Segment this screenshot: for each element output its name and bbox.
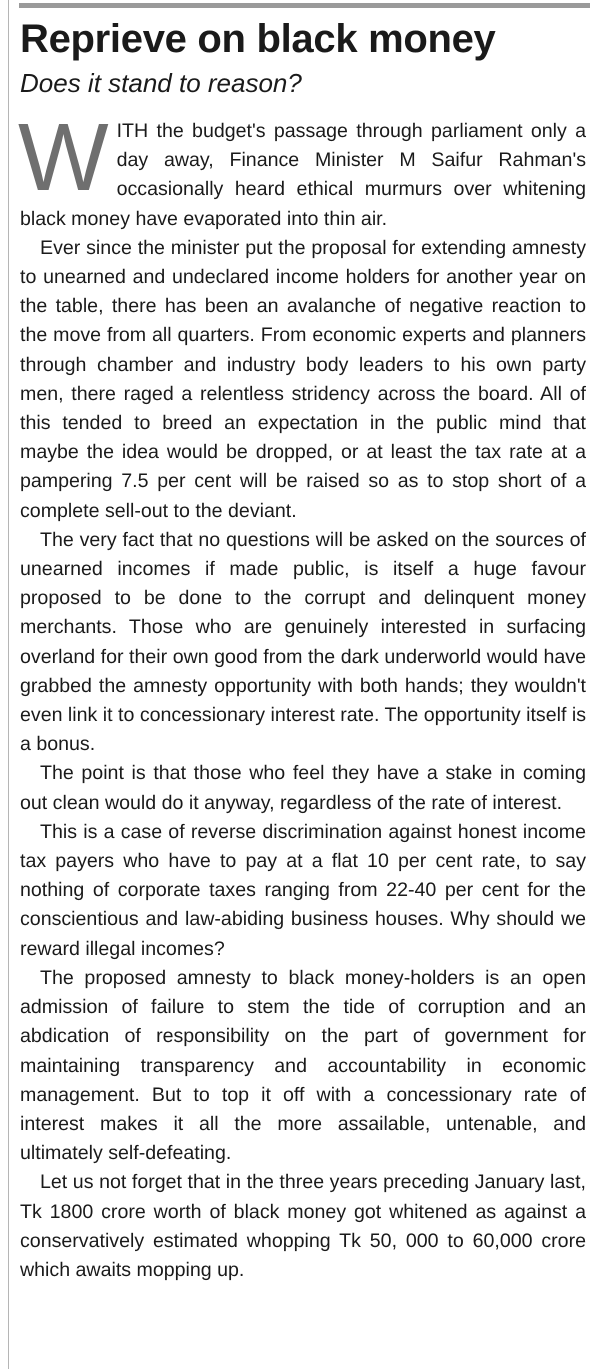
paragraph-2: Ever since the minister put the proposal for extending amnesty to unearned and undeclared income holders for another year on the table, there has been an avalanche of negative reaction to the move from all quarters. From economic experts and planners through chamber and industry body leaders to his own party men, there raged a relentless stridency across the board. All of this tended to breed an expectation in the public mind that maybe the idea would be dropped, or at least the tax rate at a pampering 7.5 per cent will be raised so as to stop short of a complete sell-out to the deviant. bbox=[20, 236, 586, 522]
headline: Reprieve on black money bbox=[20, 17, 496, 61]
paragraph-3: The very fact that no questions will be asked on the sources of unearned incomes if made public, is itself a huge favour proposed to be done to the corrupt and delinquent money merchants. Those who are genuinely interested in surfacing overland for their own good from the dark underworld would have grabbed the amnesty opportunity with both hands; they wouldn't even link it to concessionary interest rate. The opportunity itself is a bonus. bbox=[20, 528, 586, 756]
paragraph-7: Let us not forget that in the three years preceding January last, Tk 1800 crore worth of black money got whitened as against a conservatively estimated whopping Tk 50, 000 to 60,000 crore which awaits mopping up. bbox=[20, 1171, 586, 1281]
article-body bbox=[18, 104, 586, 1285]
editorial-article bbox=[8, 0, 596, 1369]
drop-cap: W bbox=[18, 104, 109, 211]
paragraph-5: This is a case of reverse discrimination against honest income tax payers who have to pay at a flat 10 per cent rate, to say nothing of corporate taxes ranging from 22-40 per cent for the conscientious and law-abiding business houses. Why should we reward illegal incomes? bbox=[20, 820, 586, 960]
top-rule bbox=[19, 3, 590, 8]
subheadline: Does it stand to reason? bbox=[20, 68, 302, 98]
paragraph-6: The proposed amnesty to black money-holders is an open admission of failure to stem the tide of corruption and an abdication of responsibility on the part of government for maintaining transparency and accountability in economic management. But to top it off with a concessionary rate of interest makes it all the more assailable, untenable, and ultimately self-defeating. bbox=[20, 966, 586, 1165]
paragraph-4: The point is that those who feel they have a stake in coming out clean would do it anyway, regardless of the rate of interest. bbox=[20, 762, 586, 814]
lead-paragraph bbox=[18, 104, 586, 234]
lead-paragraph-text: ITH the budget's passage through parliament only a day away, Finance Minister M Saifur Rahman's occasionally heard ethical murmurs over whitening black money have evaporated into thin air. bbox=[20, 120, 586, 230]
